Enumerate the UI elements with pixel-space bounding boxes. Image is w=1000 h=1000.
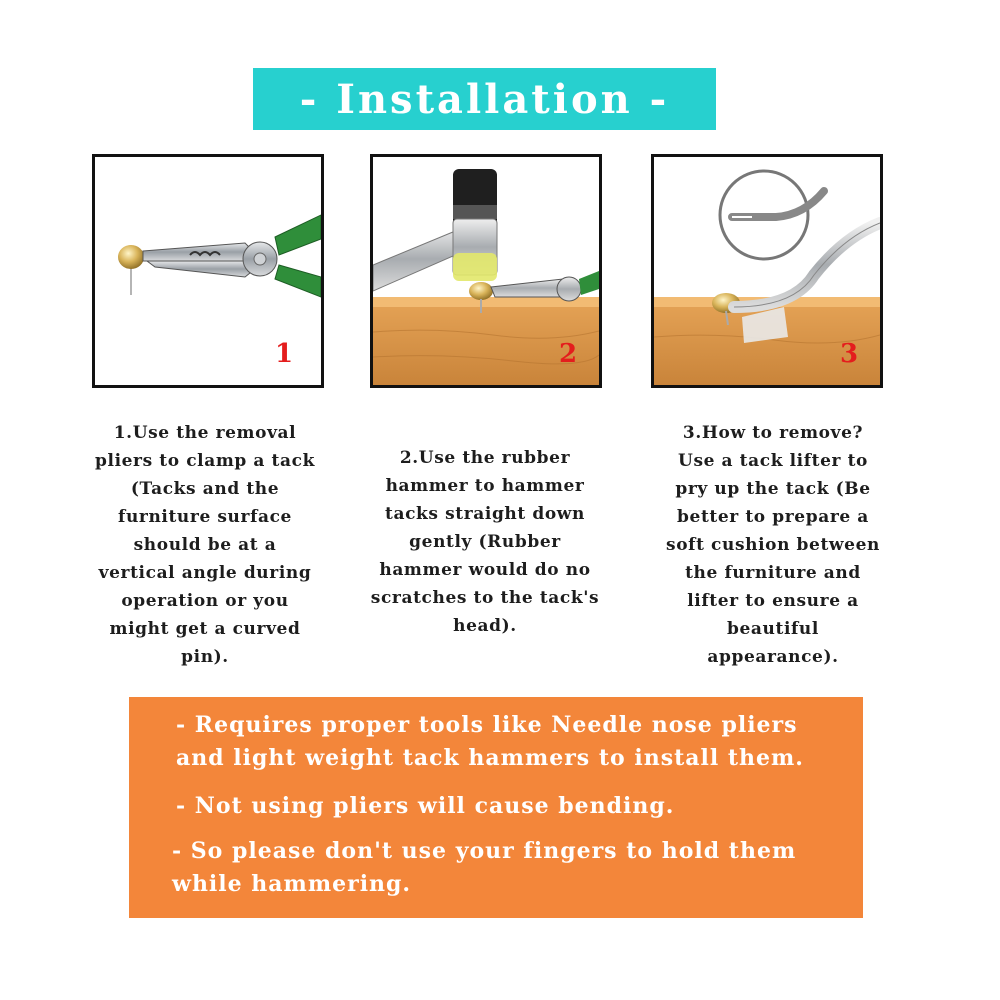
step-2-number: 2 — [559, 339, 578, 369]
caption-line: 3.How to remove? — [682, 423, 864, 443]
caption-line: appearance). — [707, 647, 839, 667]
caption-line: better to prepare a — [677, 507, 869, 527]
caption-line: beautiful — [727, 619, 819, 639]
caption-line: Use a tack lifter to — [678, 451, 868, 471]
step-1-caption — [82, 419, 328, 671]
step-3-image-panel — [651, 154, 883, 388]
caption-line: operation or you — [121, 591, 289, 611]
caption-line: pin). — [181, 647, 229, 667]
note-tools — [176, 709, 856, 775]
installation-banner — [253, 68, 716, 130]
caption-line: might get a curved — [109, 619, 301, 639]
step-3-caption — [650, 419, 896, 671]
caption-line: hammer would do no — [379, 560, 591, 580]
note-line: and light weight tack hammers to install them. — [176, 745, 804, 771]
caption-line: soft cushion between — [666, 535, 880, 555]
caption-line: (Tacks and the — [130, 479, 280, 499]
step-1-number: 1 — [275, 339, 294, 369]
note-bending — [176, 790, 856, 823]
note-line: - So please don't use your fingers to hold them — [172, 838, 797, 864]
caption-line: gently (Rubber — [409, 532, 561, 552]
caption-line: hammer to hammer — [385, 476, 585, 496]
step-3-number: 3 — [840, 339, 859, 369]
warning-notes-box — [129, 697, 863, 918]
note-fingers — [172, 835, 857, 901]
caption-line: furniture surface — [118, 507, 292, 527]
caption-line: scratches to the tack's — [370, 588, 600, 608]
note-line: - Not using pliers will cause bending. — [176, 793, 675, 819]
caption-line: pry up the tack (Be — [675, 479, 871, 499]
caption-line: should be at a — [133, 535, 277, 555]
caption-line: 2.Use the rubber — [399, 448, 571, 468]
caption-line: head). — [453, 616, 517, 636]
step-1-image-panel — [92, 154, 324, 388]
note-line: - Requires proper tools like Needle nose pliers — [176, 712, 798, 738]
caption-line: lifter to ensure a — [687, 591, 859, 611]
caption-line: 1.Use the removal — [113, 423, 297, 443]
step-2-caption — [360, 444, 610, 640]
step-2-image-panel — [370, 154, 602, 388]
caption-line: pliers to clamp a tack — [95, 451, 315, 471]
page-title: - Installation - — [299, 75, 670, 123]
caption-line: the furniture and — [685, 563, 861, 583]
caption-line: vertical angle during — [98, 563, 312, 583]
caption-line: tacks straight down — [385, 504, 585, 524]
note-line: while hammering. — [172, 871, 412, 897]
